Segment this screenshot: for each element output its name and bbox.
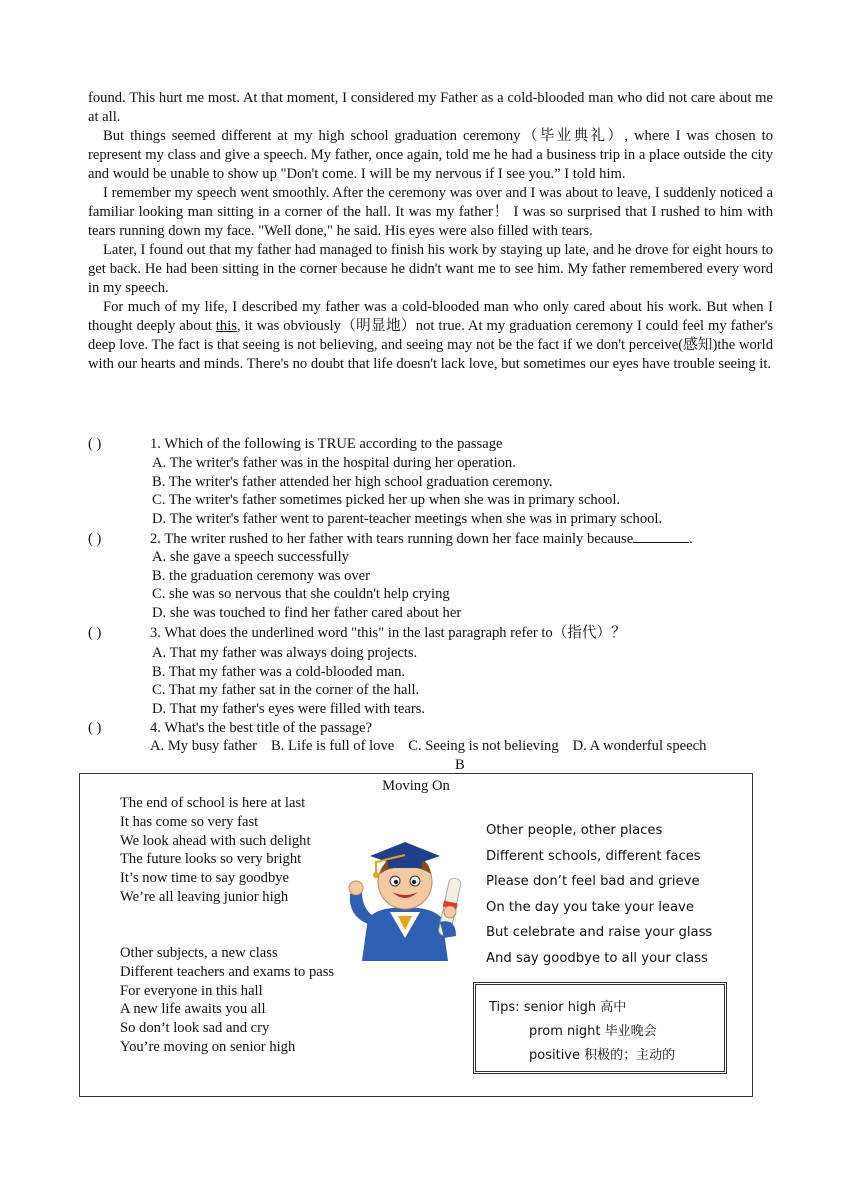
poem-line: Different schools, different faces bbox=[486, 848, 701, 864]
tip-positive: positive 积极的；主动的 bbox=[529, 1048, 676, 1063]
paragraph-3: I remember my speech went smoothly. After the ceremony was over and I was about to leave, I suddenly noticed a familiar looking man sitting in a corner of the hall. It was my father！ I was so surprised that I rushed to him with tears running down my face. "Well done," he said. His eyes were also filled with tears. bbox=[88, 185, 773, 239]
question-3 bbox=[88, 624, 626, 643]
poem-line: Other subjects, a new class bbox=[120, 945, 278, 961]
poem-line: On the day you take your leave bbox=[486, 899, 694, 915]
right-hand bbox=[444, 906, 456, 918]
left-pupil bbox=[394, 880, 398, 884]
fill-in-blank-line bbox=[633, 529, 689, 543]
answer-blank[interactable]: ( ) bbox=[88, 436, 102, 452]
question-stem: 2. The writer rushed to her father with tears running down her face mainly because bbox=[150, 531, 634, 547]
poem-box bbox=[79, 773, 753, 1097]
answer-blank[interactable]: ( ) bbox=[88, 531, 102, 547]
poem-line: Other people, other places bbox=[486, 823, 663, 838]
poem-line: So don’t look sad and cry bbox=[120, 1020, 270, 1037]
question-4-options bbox=[150, 738, 720, 755]
option-d: D. The writer's father went to parent-teacher meetings when she was in primary school. bbox=[152, 511, 663, 528]
right-pupil bbox=[412, 880, 416, 884]
option-d: D. A wonderful speech bbox=[572, 738, 707, 754]
question-4 bbox=[88, 719, 372, 738]
question-2-options bbox=[152, 548, 461, 623]
option-b: B. The writer's father attended her high school graduation ceremony. bbox=[152, 473, 553, 490]
poem-line: Please don’t feel bad and grieve bbox=[486, 874, 700, 889]
poem-line: It has come so very fast bbox=[120, 813, 259, 830]
reading-passage bbox=[88, 89, 773, 374]
section-heading-b: B bbox=[455, 757, 465, 773]
poem-line: You’re moving on senior high bbox=[120, 1038, 296, 1055]
option-c: C. she was so nervous that she couldn't help crying bbox=[152, 586, 450, 603]
option-c: C. That my father sat in the corner of the hall. bbox=[152, 682, 420, 699]
option-a: A. she gave a speech successfully bbox=[152, 549, 349, 565]
poem-line: For everyone in this hall bbox=[120, 982, 263, 999]
question-stem: 4. What's the best title of the passage? bbox=[150, 720, 373, 736]
question-stem: 1. Which of the following is TRUE according to the passage bbox=[150, 436, 503, 452]
option-c: C. Seeing is not believing bbox=[408, 738, 559, 754]
option-a: A. My busy father bbox=[150, 738, 258, 754]
answer-blank[interactable]: ( ) bbox=[88, 625, 102, 641]
option-a: A. The writer's father was in the hospital during her operation. bbox=[152, 455, 516, 471]
poem-line: A new life awaits you all bbox=[120, 1001, 266, 1018]
question-1 bbox=[88, 435, 502, 454]
underlined-word-this: this bbox=[215, 318, 237, 334]
option-b: B. Life is full of love bbox=[271, 738, 395, 754]
paragraph-2: But things seemed different at my high school graduation ceremony（毕业典礼）, where I was chosen to represent my class and give a speech. My father, once again, told me he had a business trip in a place outside the city and would be unable to show up "Don't come. I will be my nervous if I see you.” I told him. bbox=[88, 128, 773, 182]
left-fist bbox=[349, 881, 363, 895]
poem-line: Different teachers and exams to pass bbox=[120, 963, 335, 980]
paragraph-5-part-b: , it was obviously（明显地）not true. At my graduation ceremony I could feel my father's deep love. The fact is that seeing is not believing, and seeing may not be the fact if we don't perceive(感知)the world with our hearts and minds. There's no doubt that life doesn't lack love, but sometimes our eyes have trouble seeing it. bbox=[88, 318, 773, 372]
poem-line: It’s now time to say goodbye bbox=[120, 870, 290, 887]
poem-line: The end of school is here at last bbox=[120, 795, 306, 811]
stanza-2 bbox=[120, 944, 334, 1057]
paragraph-1: found. This hurt me most. At that moment, I considered my Father as a cold-blooded man who did not care about me at all. bbox=[88, 90, 773, 125]
tassel-end bbox=[373, 872, 379, 878]
stanza-1 bbox=[120, 794, 311, 907]
stanza-3 bbox=[486, 818, 712, 971]
option-a: A. That my father was always doing projects. bbox=[152, 645, 418, 661]
tip-senior-high: Tips: senior high 高中 bbox=[489, 1000, 627, 1015]
poem-title: Moving On bbox=[382, 778, 450, 794]
poem-line: And say goodbye to all your class bbox=[486, 950, 708, 966]
tip-prom-night: prom night 毕业晚会 bbox=[529, 1024, 657, 1039]
question-2 bbox=[88, 529, 693, 549]
option-b: B. That my father was a cold-blooded man. bbox=[152, 663, 406, 680]
answer-blank[interactable]: ( ) bbox=[88, 720, 102, 736]
graduate-boy-illustration bbox=[340, 826, 470, 961]
tips-box bbox=[473, 982, 727, 1074]
question-3-options bbox=[152, 644, 425, 719]
option-c: C. The writer's father sometimes picked her up when she was in primary school. bbox=[152, 492, 621, 509]
option-d: D. she was touched to find her father cared about her bbox=[152, 605, 462, 622]
cap-band bbox=[388, 858, 422, 868]
paragraph-5 bbox=[88, 298, 773, 374]
question-stem-end: . bbox=[689, 531, 693, 547]
question-1-options bbox=[152, 454, 662, 529]
poem-line: The future looks so very bright bbox=[120, 851, 302, 868]
option-d: D. That my father's eyes were filled with tears. bbox=[152, 701, 426, 718]
poem-line: We look ahead with such delight bbox=[120, 832, 311, 849]
question-stem: 3. What does the underlined word "this" in the last paragraph refer to（指代）？ bbox=[150, 625, 626, 641]
poem-line: But celebrate and raise your glass bbox=[486, 925, 713, 940]
paragraph-5-part-a: For much of my life, I described my father was a cold-blooded man who only cared about his work. But when I thought deeply about bbox=[88, 299, 773, 334]
option-b: B. the graduation ceremony was over bbox=[152, 567, 371, 584]
left-arm bbox=[350, 892, 376, 924]
paragraph-4: Later, I found out that my father had managed to finish his work by staying up late, and he drove for eight hours to get back. He had been sitting in the corner because he didn't want me to see him. My father remembered every word in my speech. bbox=[88, 242, 773, 296]
poem-line: We’re all leaving junior high bbox=[120, 888, 289, 905]
